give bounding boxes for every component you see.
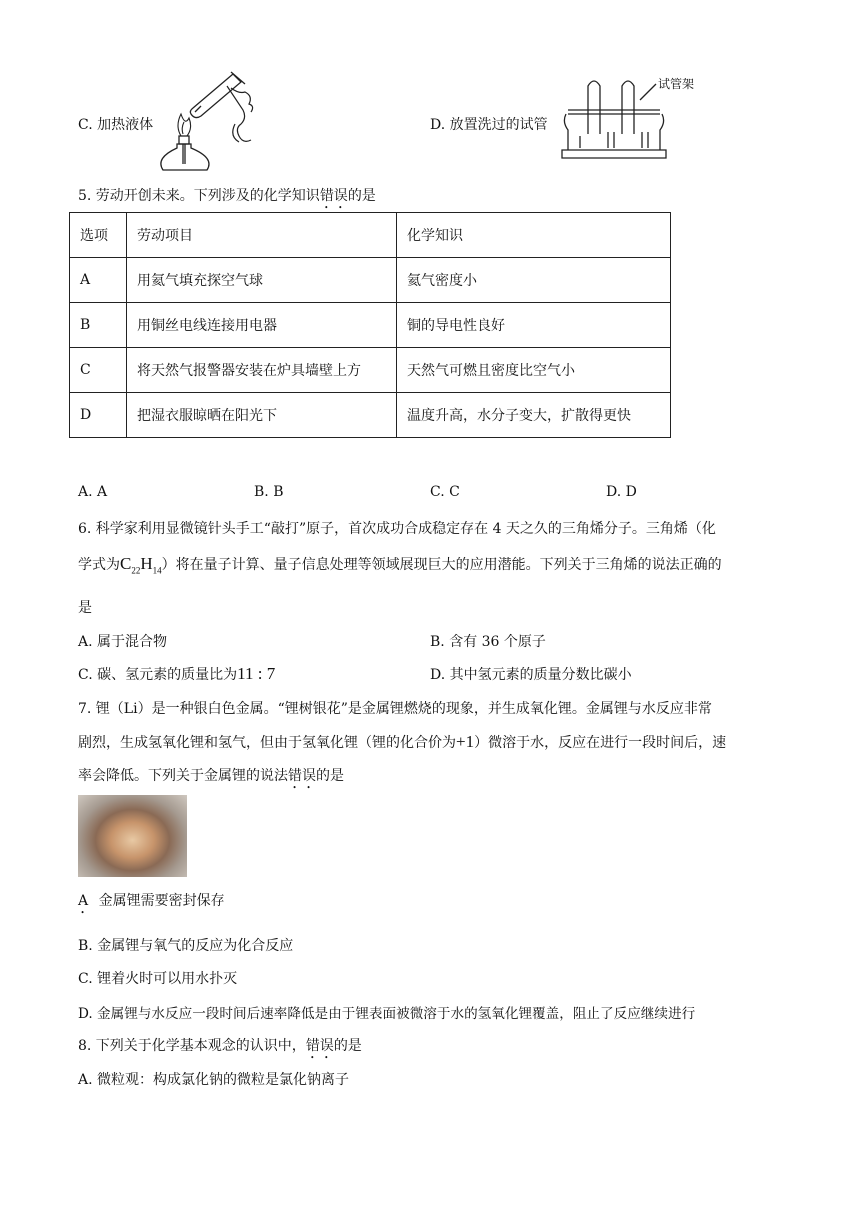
alcohol-lamp-heating-illustration bbox=[155, 66, 275, 178]
table-cell: C bbox=[70, 348, 127, 393]
table-cell: B bbox=[70, 303, 127, 348]
alcohol-lamp-icon bbox=[161, 136, 209, 170]
q5-option-b: B. B bbox=[254, 484, 284, 500]
q6-line-2 bbox=[78, 554, 722, 575]
q7-line-2 bbox=[78, 732, 726, 752]
q7-option-a-label: A bbox=[78, 893, 89, 909]
q7-line-3-after: 的是 bbox=[316, 768, 344, 784]
table-cell: 用铜丝电线连接用电器 bbox=[127, 303, 397, 348]
formula-c-sub: 22 bbox=[131, 565, 141, 576]
q8-stem-after: 的是 bbox=[333, 1038, 362, 1054]
q8-stem bbox=[78, 1035, 362, 1062]
q6-line-3: 是 bbox=[78, 600, 92, 616]
q7-option-a bbox=[78, 890, 225, 917]
test-tube-rack-illustration bbox=[560, 70, 700, 166]
rack-label: 试管架 bbox=[658, 77, 695, 91]
q8-stem-emphasis: 错误 bbox=[305, 1038, 334, 1054]
formula-h-sub: 14 bbox=[152, 565, 162, 576]
test-tube-icon bbox=[190, 72, 245, 118]
table-cell: D bbox=[70, 393, 127, 438]
table-cell: 把湿衣服晾晒在阳光下 bbox=[127, 393, 397, 438]
q5-table bbox=[69, 212, 671, 438]
q5-stem bbox=[78, 185, 376, 212]
table-row bbox=[70, 348, 671, 393]
q7-option-b: B. 金属锂与氧气的反应为化合反应 bbox=[78, 938, 294, 954]
q6-option-c bbox=[78, 664, 275, 684]
q4-option-d: D. 放置洗过的试管 bbox=[430, 117, 548, 133]
q6-formula bbox=[120, 554, 162, 576]
header-cell: 化学知识 bbox=[397, 213, 671, 258]
q6-option-c-text: C. 碳、氢元素的质量比为 bbox=[78, 667, 238, 683]
q5-stem-after: 的是 bbox=[347, 188, 376, 204]
q7-stem-emphasis: 错误 bbox=[288, 768, 316, 784]
q7-line-2-after: ）微溶于水，反应在进行一段时间后，速 bbox=[474, 735, 727, 751]
table-row bbox=[70, 393, 671, 438]
formula-c: C bbox=[120, 554, 132, 573]
q6-line-1: 6. 科学家利用显微镜针头手工“敲打”原子，首次成功合成稳定存在 4 天之久的三角烯分子。三角烯（化 bbox=[78, 521, 716, 537]
table-row bbox=[70, 258, 671, 303]
table-cell: A bbox=[70, 258, 127, 303]
flame-icon bbox=[178, 114, 191, 136]
q6-line-2-before: 学式为 bbox=[78, 557, 120, 573]
q8-option-a: A. 微粒观：构成氯化钠的微粒是氯化钠离子 bbox=[78, 1072, 350, 1088]
table-cell: 氦气密度小 bbox=[397, 258, 671, 303]
q5-option-d: D. D bbox=[606, 484, 637, 500]
table-cell: 温度升高，水分子变大，扩散得更快 bbox=[397, 393, 671, 438]
q7-line-3-before: 率会降低。下列关于金属锂的说法 bbox=[78, 768, 288, 784]
table-header-row bbox=[70, 213, 671, 258]
q6-line-2-after: ）将在量子计算、量子信息处理等领域展现巨大的应用潜能。下列关于三角烯的说法正确的 bbox=[161, 557, 722, 573]
table-cell: 用氦气填充探空气球 bbox=[127, 258, 397, 303]
q7-option-c: C. 锂着火时可以用水扑灭 bbox=[78, 971, 238, 987]
table-row bbox=[70, 303, 671, 348]
q6-option-a: A. 属于混合物 bbox=[78, 634, 168, 650]
lithium-burning-photo bbox=[78, 795, 187, 877]
q7-line-1: 7. 锂（Li）是一种银白色金属。“锂树银花”是金属锂燃烧的现象，并生成氧化锂。金属锂与水反应非常 bbox=[78, 701, 712, 717]
q4-option-c: C. 加热液体 bbox=[78, 117, 154, 133]
q6-option-c-ratio: 11 : 7 bbox=[237, 664, 276, 683]
table-cell: 铜的导电性良好 bbox=[397, 303, 671, 348]
formula-h: H bbox=[140, 554, 153, 573]
table-cell: 天然气可燃且密度比空气小 bbox=[397, 348, 671, 393]
q7-line-3 bbox=[78, 765, 344, 792]
table-cell: 将天然气报警器安装在炉具墙壁上方 bbox=[127, 348, 397, 393]
q5-option-a: A. A bbox=[78, 484, 108, 500]
header-cell: 选项 bbox=[70, 213, 127, 258]
q6-option-d: D. 其中氢元素的质量分数比碳小 bbox=[430, 667, 632, 683]
q7-valence: +1 bbox=[456, 732, 475, 751]
q5-stem-before: 5. 劳动开创未来。下列涉及的化学知识 bbox=[78, 188, 320, 204]
header-cell: 劳动项目 bbox=[127, 213, 397, 258]
q8-stem-before: 8. 下列关于化学基本观念的认识中， bbox=[78, 1038, 306, 1054]
hand-holder-icon bbox=[227, 86, 253, 142]
q7-line-2-before: 剧烈，生成氢氧化锂和氢气，但由于氢氧化锂（锂的化合价为 bbox=[78, 735, 456, 751]
q5-option-c: C. C bbox=[430, 484, 460, 500]
q6-option-b: B. 含有 36 个原子 bbox=[430, 634, 546, 650]
q7-option-d: D. 金属锂与水反应一段时间后速率降低是由于锂表面被微溶于水的氢氧化锂覆盖，阻止了反应继续进行 bbox=[78, 1006, 696, 1022]
q5-stem-emphasis: 错误 bbox=[319, 188, 348, 204]
q7-option-a-text: 金属锂需要密封保存 bbox=[98, 893, 225, 909]
